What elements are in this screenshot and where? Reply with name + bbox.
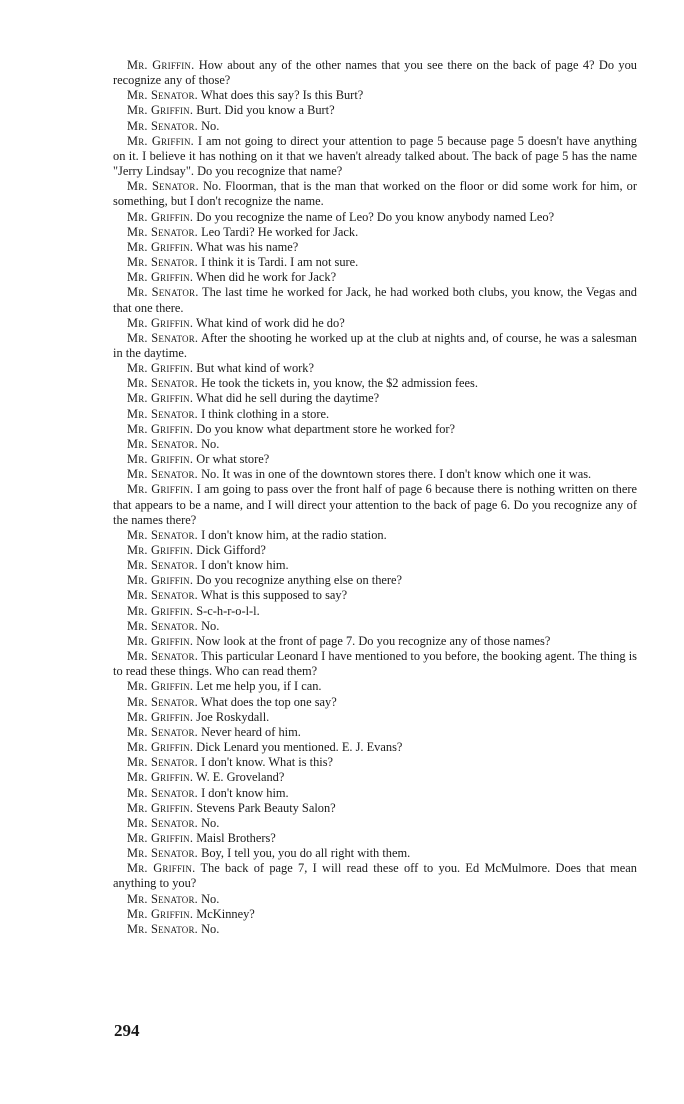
speech-text: What kind of work did he do? (196, 315, 345, 330)
speaker-name: Mr. Griffin. (127, 391, 194, 406)
speaker-name: Mr. Griffin. (127, 133, 194, 148)
speaker-name: Mr. Griffin. (127, 906, 194, 921)
testimony-paragraph (113, 725, 637, 740)
speech-text: What does this say? Is this Burt? (200, 88, 364, 103)
speech-text: The back of page 7, I will read these off to you. Ed McMulmore. Does that mean anything to you? (113, 861, 637, 891)
testimony-paragraph (113, 270, 637, 285)
speech-text: What does the top one say? (200, 694, 337, 709)
speaker-name: Mr. Griffin. (127, 482, 194, 497)
speaker-name: Mr. Senator. (127, 467, 198, 482)
speaker-name: Mr. Griffin. (127, 103, 194, 118)
speaker-name: Mr. Senator. (127, 285, 199, 300)
speech-text: Burt. Did you know a Burt? (196, 103, 335, 118)
speaker-name: Mr. Griffin. (127, 770, 194, 785)
testimony-paragraph (113, 801, 637, 816)
speaker-name: Mr. Senator. (127, 891, 198, 906)
speech-text: What did he sell during the daytime? (196, 391, 380, 406)
speaker-name: Mr. Senator. (127, 755, 198, 770)
speech-text: Or what store? (196, 452, 270, 467)
speech-text: The last time he worked for Jack, he had worked both clubs, you know, the Vegas and that one there. (113, 285, 637, 315)
testimony-paragraph (113, 740, 637, 755)
speaker-name: Mr. Senator. (127, 649, 198, 664)
testimony-paragraph (113, 892, 637, 907)
speech-text: S-c-h-r-o-l-l. (196, 603, 260, 618)
speech-text: Now look at the front of page 7. Do you recognize any of those names? (196, 633, 551, 648)
speech-text: Do you know what department store he worked for? (196, 421, 456, 436)
speech-text: Dick Lenard you mentioned. E. J. Evans? (196, 740, 403, 755)
speaker-name: Mr. Senator. (127, 179, 199, 194)
page-number: 294 (114, 1021, 140, 1040)
speaker-name: Mr. Senator. (127, 558, 198, 573)
testimony-transcript (113, 58, 637, 937)
testimony-paragraph (113, 634, 637, 649)
speaker-name: Mr. Senator. (127, 785, 198, 800)
speaker-name: Mr. Senator. (127, 255, 198, 270)
testimony-paragraph (113, 316, 637, 331)
speaker-name: Mr. Griffin. (127, 679, 194, 694)
speech-text: Boy, I tell you, you do all right with them. (201, 846, 411, 861)
speaker-name: Mr. Griffin. (127, 633, 194, 648)
speech-text: What was his name? (196, 239, 299, 254)
speaker-name: Mr. Senator. (127, 118, 198, 133)
testimony-paragraph (113, 467, 637, 482)
speech-text: After the shooting he worked up at the club at nights and, of course, he was a salesman in the daytime. (113, 330, 637, 360)
testimony-paragraph (113, 588, 637, 603)
transcript-page (113, 58, 637, 937)
testimony-paragraph (113, 103, 637, 118)
speaker-name: Mr. Griffin. (127, 740, 194, 755)
speech-text: How about any of the other names that you see there on the back of page 4? Do you recognize any of those? (113, 58, 637, 88)
speech-text: No. (201, 118, 220, 133)
testimony-paragraph (113, 452, 637, 467)
speaker-name: Mr. Senator. (127, 694, 198, 709)
testimony-paragraph (113, 846, 637, 861)
testimony-paragraph (113, 922, 637, 937)
speech-text: I don't know him, at the radio station. (201, 527, 387, 542)
speech-text: He took the tickets in, you know, the $2 admission fees. (201, 376, 478, 391)
speaker-name: Mr. Senator. (127, 846, 198, 861)
speaker-name: Mr. Griffin. (127, 861, 196, 876)
speech-text: I don't know him. (201, 785, 289, 800)
speaker-name: Mr. Senator. (127, 527, 198, 542)
speech-text: Never heard of him. (201, 724, 301, 739)
testimony-paragraph (113, 331, 637, 361)
speech-text: No. It was in one of the downtown stores there. I don't know which one it was. (201, 467, 592, 482)
speech-text: Stevens Park Beauty Salon? (196, 800, 336, 815)
testimony-paragraph (113, 361, 637, 376)
speech-text: I am going to pass over the front half of page 6 because there is nothing written on there that appears to be a name, and I will direct your attention to the back of page 6. Do you recognize any of the names there? (113, 482, 637, 527)
speaker-name: Mr. Senator. (127, 921, 198, 936)
testimony-paragraph (113, 695, 637, 710)
testimony-paragraph (113, 831, 637, 846)
testimony-paragraph (113, 755, 637, 770)
speaker-name: Mr. Griffin. (127, 830, 194, 845)
testimony-paragraph (113, 407, 637, 422)
speech-text: No. (201, 618, 220, 633)
speech-text: When did he work for Jack? (196, 270, 337, 285)
testimony-paragraph (113, 240, 637, 255)
speaker-name: Mr. Griffin. (127, 452, 194, 467)
speaker-name: Mr. Senator. (127, 88, 198, 103)
speaker-name: Mr. Griffin. (127, 58, 195, 72)
speaker-name: Mr. Griffin. (127, 315, 194, 330)
testimony-paragraph (113, 619, 637, 634)
testimony-paragraph (113, 604, 637, 619)
speech-text: McKinney? (196, 906, 255, 921)
speech-text: Maisl Brothers? (196, 830, 276, 845)
speaker-name: Mr. Senator. (127, 330, 199, 345)
testimony-paragraph (113, 437, 637, 452)
speech-text: No. (201, 815, 220, 830)
testimony-paragraph (113, 528, 637, 543)
speaker-name: Mr. Senator. (127, 724, 198, 739)
speech-text: I think clothing in a store. (201, 406, 330, 421)
speech-text: No. (201, 436, 220, 451)
testimony-paragraph (113, 679, 637, 694)
speaker-name: Mr. Griffin. (127, 709, 194, 724)
testimony-paragraph (113, 786, 637, 801)
testimony-paragraph (113, 391, 637, 406)
testimony-paragraph (113, 816, 637, 831)
speech-text: Joe Roskydall. (196, 709, 270, 724)
speech-text: What is this supposed to say? (200, 588, 348, 603)
testimony-paragraph (113, 861, 637, 891)
speaker-name: Mr. Griffin. (127, 361, 194, 376)
testimony-paragraph (113, 573, 637, 588)
testimony-paragraph (113, 58, 637, 88)
speech-text: No. Floorman, that is the man that worked on the floor or did some work for him, or something, but I don't recognize the name. (113, 179, 637, 209)
speaker-name: Mr. Senator. (127, 618, 198, 633)
testimony-paragraph (113, 649, 637, 679)
speaker-name: Mr. Senator. (127, 815, 198, 830)
testimony-paragraph (113, 255, 637, 270)
speaker-name: Mr. Griffin. (127, 603, 194, 618)
speech-text: No. (201, 891, 220, 906)
testimony-paragraph (113, 225, 637, 240)
testimony-paragraph (113, 543, 637, 558)
testimony-paragraph (113, 210, 637, 225)
speech-text: W. E. Groveland? (196, 770, 285, 785)
speaker-name: Mr. Senator. (127, 436, 198, 451)
speaker-name: Mr. Griffin. (127, 573, 194, 588)
testimony-paragraph (113, 119, 637, 134)
speech-text: I don't know. What is this? (201, 755, 334, 770)
speech-text: Do you recognize anything else on there? (196, 573, 403, 588)
speaker-name: Mr. Senator. (127, 224, 198, 239)
speech-text: Let me help you, if I can. (196, 679, 322, 694)
speech-text: But what kind of work? (196, 361, 314, 376)
testimony-paragraph (113, 179, 637, 209)
speech-text: I think it is Tardi. I am not sure. (201, 255, 359, 270)
testimony-paragraph (113, 422, 637, 437)
speech-text: Do you recognize the name of Leo? Do you know anybody named Leo? (196, 209, 555, 224)
testimony-paragraph (113, 710, 637, 725)
speaker-name: Mr. Senator. (127, 588, 198, 603)
speaker-name: Mr. Griffin. (127, 270, 194, 285)
speech-text: Dick Gifford? (196, 543, 266, 557)
speech-text: No. (201, 921, 220, 936)
speaker-name: Mr. Griffin. (127, 543, 194, 557)
speech-text: This particular Leonard I have mentioned to you before, the booking agent. The thing is to read these things. Who can read them? (113, 649, 638, 679)
speech-text: I am not going to direct your attention to page 5 because page 5 doesn't have anything on it. I believe it has nothing on it that we haven't already talked about. The back of page 5 has the name "Jerry Lindsay". Do you recognize that name? (113, 133, 637, 179)
testimony-paragraph (113, 907, 637, 922)
testimony-paragraph (113, 88, 637, 103)
speaker-name: Mr. Griffin. (127, 421, 194, 436)
speech-text: I don't know him. (201, 558, 289, 573)
speaker-name: Mr. Senator. (127, 406, 198, 421)
speaker-name: Mr. Griffin. (127, 239, 194, 254)
testimony-paragraph (113, 558, 637, 573)
speech-text: Leo Tardi? He worked for Jack. (201, 224, 359, 239)
speaker-name: Mr. Griffin. (127, 209, 194, 224)
speaker-name: Mr. Griffin. (127, 800, 194, 815)
testimony-paragraph (113, 134, 637, 179)
testimony-paragraph (113, 376, 637, 391)
speaker-name: Mr. Senator. (127, 376, 198, 391)
testimony-paragraph (113, 482, 637, 527)
testimony-paragraph (113, 770, 637, 785)
testimony-paragraph (113, 285, 637, 315)
